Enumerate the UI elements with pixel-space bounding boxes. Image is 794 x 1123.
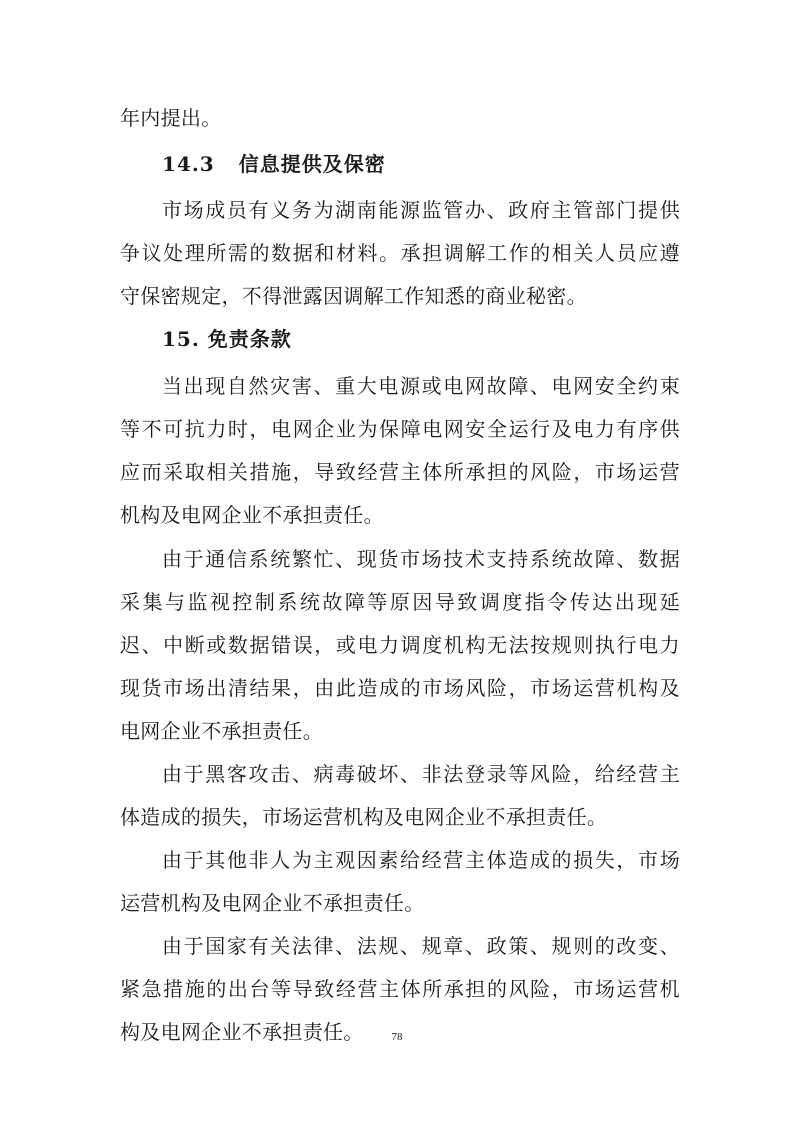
section-heading-14-3 (162, 150, 386, 178)
section-heading-15 (162, 325, 292, 353)
paragraph-line: 由于其他非人为主观因素给经营主体造成的损失，市场 (162, 848, 680, 872)
paragraph-line: 运营机构及电网企业不承担责任。 (120, 891, 425, 915)
section-number: 15. (162, 327, 200, 351)
paragraph-line: 紧急措施的出台等导致经营主体所承担的风险，市场运营机 (120, 977, 680, 1001)
paragraph-line: 迟、中断或数据错误，或电力调度机构无法按规则执行电力 (120, 633, 680, 657)
section-title: 信息提供及保密 (238, 152, 386, 176)
paragraph-line: 守保密规定，不得泄露因调解工作知悉的商业秘密。 (120, 284, 587, 308)
paragraph-line: 电网企业不承担责任。 (120, 719, 323, 743)
paragraph-line: 体造成的损失，市场运营机构及电网企业不承担责任。 (120, 805, 608, 829)
paragraph-line: 构及电网企业不承担责任。 (120, 1020, 364, 1044)
paragraph-line: 由于黑客攻击、病毒破坏、非法登录等风险，给经营主 (162, 762, 680, 786)
section-number: 14.3 (162, 152, 215, 176)
page-number: 78 (391, 1031, 403, 1043)
paragraph-line: 采集与监视控制系统故障等原因导致调度指令传达出现延 (120, 590, 680, 614)
paragraph-line: 机构及电网企业不承担责任。 (120, 503, 384, 527)
paragraph-line: 争议处理所需的数据和材料。承担调解工作的相关人员应遵 (120, 241, 680, 265)
paragraph-line: 现货市场出清结果，由此造成的市场风险，市场运营机构及 (120, 676, 680, 700)
paragraph-line: 市场成员有义务为湖南能源监管办、政府主管部门提供 (162, 198, 680, 222)
paragraph-line: 年内提出。 (120, 106, 222, 130)
section-title: 免责条款 (207, 327, 292, 351)
paragraph-line: 当出现自然灾害、重大电源或电网故障、电网安全约束 (162, 374, 680, 398)
paragraph-line: 由于国家有关法律、法规、规章、政策、规则的改变、 (162, 934, 680, 958)
paragraph-line: 应而采取相关措施，导致经营主体所承担的风险，市场运营 (120, 460, 680, 484)
paragraph-line: 由于通信系统繁忙、现货市场技术支持系统故障、数据 (162, 547, 680, 571)
paragraph-line: 等不可抗力时，电网企业为保障电网安全运行及电力有序供 (120, 417, 680, 441)
